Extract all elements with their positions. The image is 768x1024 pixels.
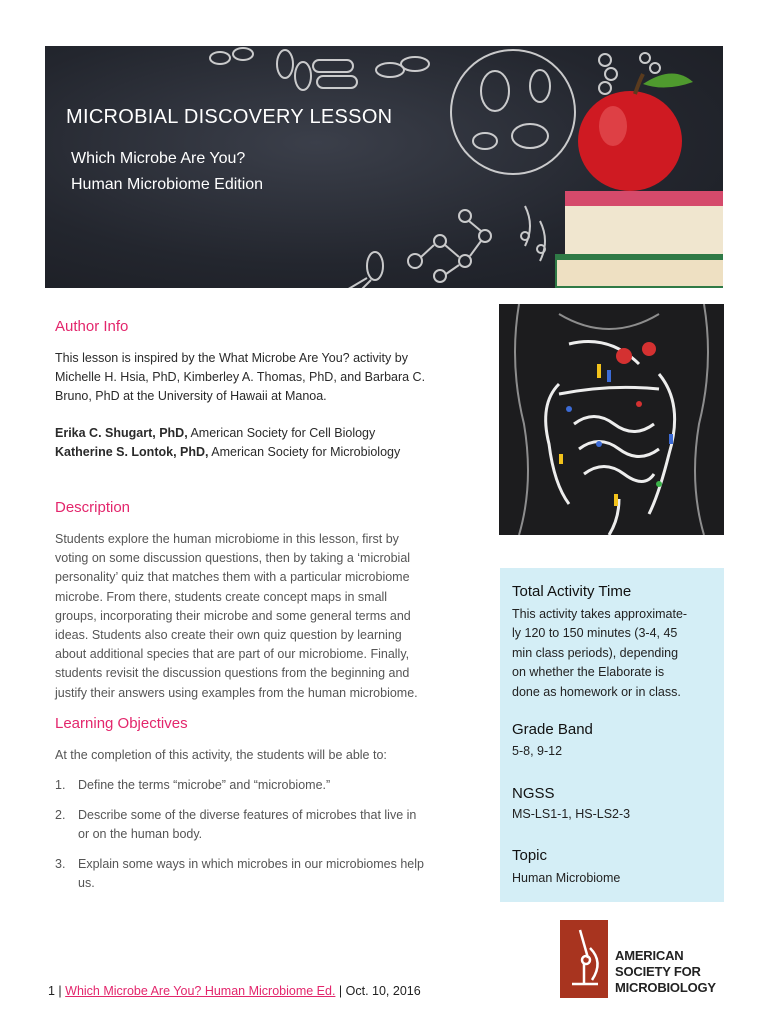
text-line: Describe some of the diverse features of microbes that live in bbox=[78, 808, 417, 822]
item-number: 3. bbox=[55, 857, 66, 871]
header-banner bbox=[45, 46, 723, 288]
page-footer bbox=[48, 984, 421, 998]
text-line: This lesson is inspired by the What Microbe Are You? activity by bbox=[55, 351, 408, 365]
text-line: This activity takes approximate- bbox=[512, 607, 688, 621]
logo-line: AMERICAN bbox=[615, 948, 684, 963]
microbiome-illustration bbox=[499, 304, 724, 535]
description-text bbox=[55, 530, 470, 703]
banner-title: MICROBIAL DISCOVERY LESSON bbox=[66, 106, 393, 128]
author-line bbox=[55, 445, 400, 459]
text-line: personality’ quiz that matches them with a particular microbiome bbox=[55, 570, 410, 585]
banner-edition: Human Microbiome Edition bbox=[71, 176, 264, 193]
topic-value: Human Microbiome bbox=[512, 871, 621, 885]
objectives-heading: Learning Objectives bbox=[55, 715, 188, 732]
item-number: 2. bbox=[55, 808, 66, 822]
text-line: us. bbox=[78, 876, 95, 890]
item-number: 1. bbox=[55, 778, 66, 792]
footer-separator: | bbox=[54, 984, 66, 998]
footer-title-link[interactable]: Which Microbe Are You? Human Microbiome Ed. bbox=[65, 984, 336, 998]
text-line: voting on some discussion questions, then by taking a ‘microbial bbox=[55, 551, 411, 566]
page-number: 1 bbox=[48, 984, 55, 998]
text-line: about additional species that are part of our microbiome. Finally, bbox=[55, 647, 410, 662]
description-heading: Description bbox=[55, 499, 131, 516]
author-info-intro bbox=[55, 349, 470, 407]
text-line: microbe. From there, students create concept maps in small bbox=[55, 589, 388, 604]
text-line: students revisit the discussion questions from the beginning and bbox=[55, 666, 410, 681]
ngss-value: MS-LS1-1, HS-LS2-3 bbox=[512, 807, 631, 821]
author-line bbox=[55, 426, 375, 440]
objectives-intro: At the completion of this activity, the students will be able to: bbox=[55, 748, 387, 762]
logo-wordmark bbox=[615, 948, 716, 996]
author-name: Katherine S. Lontok, PhD, bbox=[55, 445, 209, 459]
ngss-heading: NGSS bbox=[512, 785, 555, 802]
total-time-heading: Total Activity Time bbox=[512, 583, 632, 600]
text-line: groups, incorporating their microbe and some general terms and bbox=[55, 608, 411, 623]
text-line: justify their answers using examples from the human microbiome. bbox=[55, 685, 418, 700]
text-line: done as homework or in class. bbox=[512, 684, 681, 699]
text-line: Explain some ways in which microbes in our microbiomes help bbox=[78, 857, 424, 871]
logo-line: MICROBIOLOGY bbox=[615, 980, 716, 995]
logo-line: SOCIETY FOR bbox=[615, 964, 701, 979]
author-name: Erika C. Shugart, PhD, bbox=[55, 426, 188, 440]
author-org: American Society for Cell Biology bbox=[187, 426, 376, 440]
topic-heading: Topic bbox=[512, 847, 548, 864]
text-line: Michelle H. Hsia, PhD, Kimberley A. Thomas, PhD, and Barbara C. bbox=[55, 370, 426, 385]
list-item bbox=[55, 776, 475, 795]
author-org: American Society for Microbiology bbox=[208, 445, 401, 459]
asm-logo bbox=[560, 920, 725, 1000]
footer-separator: | bbox=[335, 984, 346, 998]
text-line: Bruno, PhD at the University of Hawaii at Manoa. bbox=[55, 389, 327, 404]
activity-info-sidebar bbox=[500, 568, 724, 902]
grade-band-heading: Grade Band bbox=[512, 721, 593, 738]
text-line: or on the human body. bbox=[78, 827, 203, 841]
text-line: ly 120 to 150 minutes (3-4, 45 bbox=[512, 626, 678, 641]
text-line: ideas. Students also create their own quiz question by learning bbox=[55, 628, 402, 643]
grade-band-value: 5-8, 9-12 bbox=[512, 744, 563, 758]
text-line: Students explore the human microbiome in this lesson, first by bbox=[55, 532, 399, 546]
objectives-list bbox=[55, 776, 475, 904]
text-line: Define the terms “microbe” and “microbiome.” bbox=[78, 778, 331, 792]
footer-date: Oct. 10, 2016 bbox=[345, 984, 421, 998]
text-line: on whether the Elaborate is bbox=[512, 665, 665, 680]
list-item bbox=[55, 806, 475, 844]
author-info-heading: Author Info bbox=[55, 318, 129, 335]
gut-drawing bbox=[499, 304, 724, 535]
total-time-text bbox=[512, 605, 717, 702]
microscope-icon bbox=[560, 920, 608, 998]
text-line: min class periods), depending bbox=[512, 645, 679, 660]
list-item bbox=[55, 855, 475, 893]
banner-subtitle: Which Microbe Are You? bbox=[71, 150, 246, 167]
